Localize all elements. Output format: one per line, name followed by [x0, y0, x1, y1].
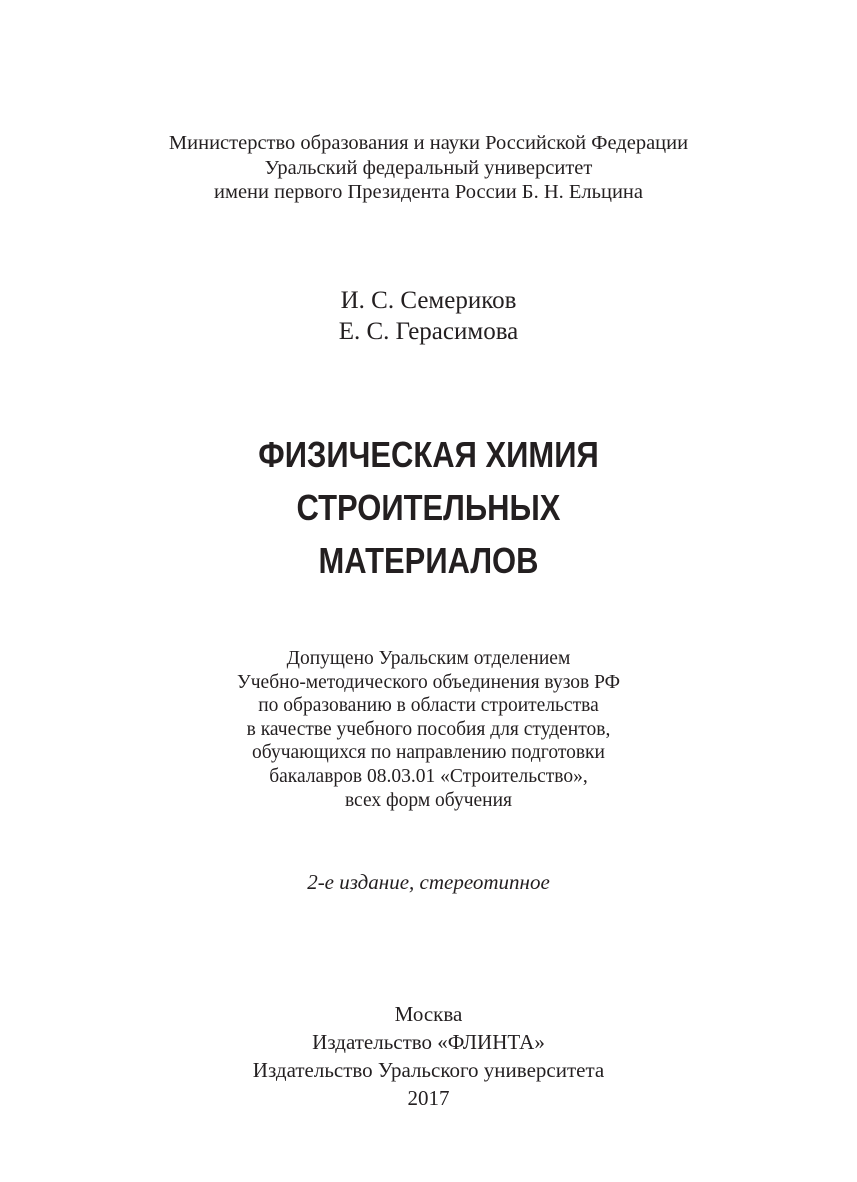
approval-line-1: Допущено Уральским отделением: [286, 648, 571, 669]
approval-line-3: по образованию в области строительства: [258, 695, 599, 717]
publisher-info: [0, 1000, 857, 1112]
ministry-line: Министерство образования и науки Российской Федерации: [168, 132, 689, 154]
publisher-ural-university: Издательство Уральского университета: [252, 1058, 605, 1082]
university-line: Уральский федеральный университет: [264, 156, 593, 179]
approval-line-2: Учебно-методического объединения вузов РФ: [236, 671, 621, 693]
approval-line-5: обучающихся по направлению подготовки: [252, 742, 605, 764]
title-line-1: ФИЗИЧЕСКАЯ ХИМИЯ: [258, 434, 599, 475]
approval-line-6: бакалавров 08.03.01 «Строительство»,: [269, 765, 588, 787]
author-2: Е. С. Герасимова: [338, 318, 519, 345]
university-name-line: имени первого Президента России Б. Н. Ельцина: [214, 181, 643, 203]
edition-note: [0, 869, 857, 895]
edition-text: 2-е издание, стереотипное: [307, 870, 550, 894]
approval-line-4: в качестве учебного пособия для студентов,: [246, 718, 611, 740]
book-title: [60, 428, 797, 587]
approval-statement: [0, 647, 857, 812]
author-1: И. С. Семериков: [340, 287, 517, 314]
approval-line-7: всех форм обучения: [344, 789, 513, 811]
authors: [0, 285, 857, 347]
title-line-3: МАТЕРИАЛОВ: [318, 540, 539, 581]
publication-year: 2017: [407, 1086, 450, 1110]
title-line-2: СТРОИТЕЛЬНЫХ: [296, 487, 561, 528]
publisher-city: Москва: [394, 1002, 463, 1026]
institution-header: [0, 131, 857, 205]
publisher-flinta: Издательство «ФЛИНТА»: [312, 1030, 545, 1054]
